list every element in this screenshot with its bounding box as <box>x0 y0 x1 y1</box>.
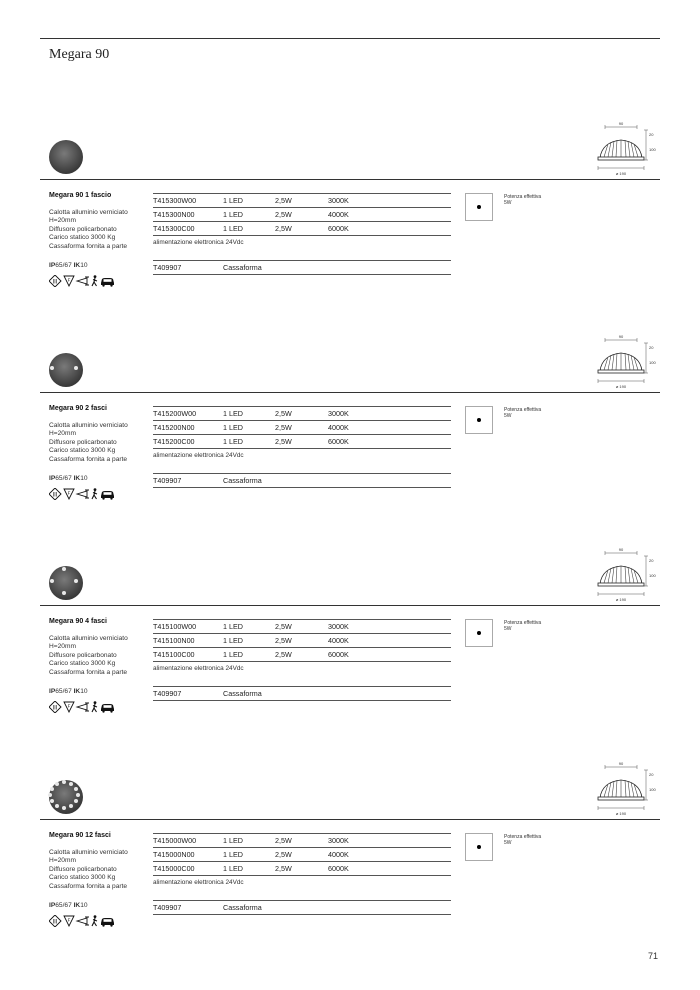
power: 2,5W <box>275 622 292 631</box>
technical-drawing-svg <box>596 546 660 602</box>
desc-line: Diffusore policarbonato <box>49 438 117 446</box>
beam-center-dot <box>477 205 481 209</box>
led-dot <box>69 804 73 808</box>
desc-line: H=20mm <box>49 430 76 438</box>
lamp-photo <box>49 566 83 600</box>
product-code: T415100N00 <box>153 636 195 645</box>
led-dot <box>62 567 66 571</box>
color-temperature: 6000K <box>328 437 349 446</box>
product-code: T415000C00 <box>153 864 195 873</box>
walkover-icon <box>92 275 97 286</box>
svg-text:F: F <box>67 277 71 283</box>
led-count: 1 LED <box>223 864 243 873</box>
led-dot <box>62 780 66 784</box>
dim-top: 20 <box>649 345 654 350</box>
product-row <box>153 420 451 434</box>
desc-line: Carico statico 3000 Kg <box>49 874 116 882</box>
protection-rating: IP65/67 IK10 <box>49 902 88 909</box>
led-dot <box>55 804 59 808</box>
svg-text:F: F <box>67 490 71 496</box>
dim-height: 100 <box>649 147 656 152</box>
dim-top: 20 <box>649 772 654 777</box>
color-temperature: 3000K <box>328 409 349 418</box>
dim-width: 90 <box>618 334 624 339</box>
beam-pattern <box>465 406 493 434</box>
power-supply-note: alimentazione elettronica 24Vdc <box>153 239 244 246</box>
power-note: Potenza effettiva 5W <box>504 620 542 632</box>
product-code: T415200N00 <box>153 423 195 432</box>
svg-text:III: III <box>52 492 58 499</box>
svg-text:F: F <box>67 917 71 923</box>
product-code: T415000W00 <box>153 836 197 845</box>
desc-line: Diffusore policarbonato <box>49 651 117 659</box>
svg-text:III: III <box>52 919 58 926</box>
drive-over-icon <box>101 491 114 500</box>
frame-code: T409907 <box>153 903 182 912</box>
product-row <box>153 193 451 207</box>
color-temperature: 6000K <box>328 650 349 659</box>
led-dot <box>55 782 59 786</box>
drive-over-icon <box>101 278 114 287</box>
power: 2,5W <box>275 437 292 446</box>
dim-diameter: ⌀ 190 <box>615 171 627 176</box>
power: 2,5W <box>275 850 292 859</box>
color-temperature: 4000K <box>328 423 349 432</box>
technical-drawing <box>596 760 660 816</box>
beam-pattern <box>465 193 493 221</box>
certification-icons <box>49 487 119 499</box>
product-row <box>153 633 451 647</box>
desc-line: Diffusore policarbonato <box>49 865 117 873</box>
color-temperature: 6000K <box>328 224 349 233</box>
frame-row <box>153 686 451 701</box>
svg-text:III: III <box>52 279 58 286</box>
beam-center-dot <box>477 845 481 849</box>
class-3-icon <box>49 275 61 287</box>
beam-pattern <box>465 833 493 861</box>
led-dot <box>50 579 54 583</box>
dim-height: 100 <box>649 787 656 792</box>
led-dot <box>74 579 78 583</box>
lamp-photo <box>49 353 83 387</box>
led-count: 1 LED <box>223 836 243 845</box>
drive-over-icon <box>101 704 114 713</box>
product-row <box>153 434 451 449</box>
frame-code: T409907 <box>153 263 182 272</box>
desc-line: Calotta alluminio verniciato <box>49 635 128 642</box>
protection-rating: IP65/67 IK10 <box>49 475 88 482</box>
top-rule <box>40 38 660 39</box>
section-rule <box>40 605 660 606</box>
product-code: T415100W00 <box>153 622 197 631</box>
product-code: T415000N00 <box>153 850 195 859</box>
beam-pattern <box>465 619 493 647</box>
color-temperature: 3000K <box>328 196 349 205</box>
technical-drawing-svg <box>596 760 660 816</box>
color-temperature: 3000K <box>328 836 349 845</box>
desc-line: H=20mm <box>49 643 76 651</box>
product-row <box>153 619 451 633</box>
product-row <box>153 647 451 662</box>
led-count: 1 LED <box>223 224 243 233</box>
desc-line: Cassaforma fornita a parte <box>49 455 128 463</box>
class-3-icon <box>49 915 61 927</box>
drive-over-icon <box>101 918 114 927</box>
product-description <box>49 635 149 677</box>
product-row <box>153 221 451 236</box>
page-number: 71 <box>648 951 659 961</box>
product-row <box>153 833 451 847</box>
desc-line: Cassaforma fornita a parte <box>49 668 128 676</box>
led-count: 1 LED <box>223 196 243 205</box>
color-temperature: 4000K <box>328 850 349 859</box>
product-row <box>153 847 451 861</box>
frame-desc: Cassaforma <box>223 689 262 698</box>
lamp-photo <box>49 780 83 814</box>
dim-top: 20 <box>649 132 654 137</box>
led-count: 1 LED <box>223 850 243 859</box>
led-dot <box>76 793 80 797</box>
flammable-surface-icon <box>64 916 74 926</box>
technical-drawing-svg <box>596 333 660 389</box>
desc-line: Cassaforma fornita a parte <box>49 242 128 250</box>
product-code: T415300C00 <box>153 224 195 233</box>
product-code: T415300W00 <box>153 196 197 205</box>
desc-line: Calotta alluminio verniciato <box>49 209 128 216</box>
flammable-surface-icon <box>64 489 74 499</box>
product-name: Megara 90 1 fascio <box>49 192 112 199</box>
power: 2,5W <box>275 423 292 432</box>
led-count: 1 LED <box>223 423 243 432</box>
walkover-icon <box>92 488 97 499</box>
product-description <box>49 422 149 464</box>
led-dot <box>50 366 54 370</box>
desc-line: Carico statico 3000 Kg <box>49 447 116 455</box>
section-rule <box>40 392 660 393</box>
product-code: T415200W00 <box>153 409 197 418</box>
frame-desc: Cassaforma <box>223 263 262 272</box>
led-count: 1 LED <box>223 437 243 446</box>
dim-top: 20 <box>649 558 654 563</box>
desc-line: Diffusore policarbonato <box>49 225 117 233</box>
product-row <box>153 406 451 420</box>
ground-recess-icon <box>77 490 89 498</box>
frame-row <box>153 900 451 915</box>
protection-rating: IP65/67 IK10 <box>49 262 88 269</box>
desc-line: Calotta alluminio verniciato <box>49 422 128 429</box>
power: 2,5W <box>275 210 292 219</box>
product-code: T415200C00 <box>153 437 195 446</box>
class-3-icon <box>49 701 61 713</box>
desc-line: Carico statico 3000 Kg <box>49 660 116 668</box>
beam-center-dot <box>477 418 481 422</box>
desc-line: Carico statico 3000 Kg <box>49 234 116 242</box>
product-name: Megara 90 2 fasci <box>49 405 107 412</box>
led-dot <box>74 787 78 791</box>
frame-row <box>153 473 451 488</box>
product-table <box>153 193 451 246</box>
power: 2,5W <box>275 224 292 233</box>
dim-width: 90 <box>618 121 624 126</box>
beam-center-dot <box>477 631 481 635</box>
frame-code: T409907 <box>153 689 182 698</box>
led-dot <box>69 782 73 786</box>
led-dot <box>62 591 66 595</box>
led-count: 1 LED <box>223 636 243 645</box>
led-count: 1 LED <box>223 650 243 659</box>
frame-desc: Cassaforma <box>223 903 262 912</box>
led-count: 1 LED <box>223 210 243 219</box>
led-dot <box>48 793 52 797</box>
frame-desc: Cassaforma <box>223 476 262 485</box>
product-description <box>49 849 149 891</box>
flammable-surface-icon <box>64 276 74 286</box>
color-temperature: 3000K <box>328 622 349 631</box>
color-temperature: 4000K <box>328 210 349 219</box>
product-table <box>153 619 451 672</box>
led-dot <box>74 366 78 370</box>
power-supply-note: alimentazione elettronica 24Vdc <box>153 452 244 459</box>
desc-line: H=20mm <box>49 217 76 225</box>
product-name: Megara 90 4 fasci <box>49 618 107 625</box>
dim-height: 100 <box>649 360 656 365</box>
desc-line: H=20mm <box>49 857 76 865</box>
product-row <box>153 861 451 876</box>
power: 2,5W <box>275 636 292 645</box>
power-note: Potenza effettiva 5W <box>504 834 542 846</box>
flammable-surface-icon <box>64 702 74 712</box>
led-dot <box>62 806 66 810</box>
product-code: T415300N00 <box>153 210 195 219</box>
section-rule <box>40 819 660 820</box>
color-temperature: 6000K <box>328 864 349 873</box>
technical-drawing-svg <box>596 120 660 176</box>
certification-icons <box>49 274 119 286</box>
dim-height: 100 <box>649 573 656 578</box>
dim-diameter: ⌀ 190 <box>615 597 627 602</box>
power: 2,5W <box>275 650 292 659</box>
ground-recess-icon <box>77 277 89 285</box>
certification-icons <box>49 700 119 712</box>
power: 2,5W <box>275 836 292 845</box>
led-dot <box>50 787 54 791</box>
product-row <box>153 207 451 221</box>
power-supply-note: alimentazione elettronica 24Vdc <box>153 879 244 886</box>
lamp-photo <box>49 140 83 174</box>
desc-line: Cassaforma fornita a parte <box>49 882 128 890</box>
section-rule <box>40 179 660 180</box>
led-dot <box>50 799 54 803</box>
led-count: 1 LED <box>223 409 243 418</box>
page-title: Megara 90 <box>49 47 110 62</box>
power: 2,5W <box>275 864 292 873</box>
product-table <box>153 406 451 459</box>
class-3-icon <box>49 488 61 500</box>
product-code: T415100C00 <box>153 650 195 659</box>
led-dot <box>74 799 78 803</box>
power: 2,5W <box>275 409 292 418</box>
power: 2,5W <box>275 196 292 205</box>
power-note: Potenza effettiva 5W <box>504 194 542 206</box>
product-description <box>49 209 149 251</box>
power-supply-note: alimentazione elettronica 24Vdc <box>153 665 244 672</box>
svg-text:F: F <box>67 703 71 709</box>
led-count: 1 LED <box>223 622 243 631</box>
protection-rating: IP65/67 IK10 <box>49 688 88 695</box>
power-note: Potenza effettiva 5W <box>504 407 542 419</box>
walkover-icon <box>92 701 97 712</box>
dim-width: 90 <box>618 547 624 552</box>
technical-drawing <box>596 546 660 602</box>
desc-line: Calotta alluminio verniciato <box>49 849 128 856</box>
dim-width: 90 <box>618 761 624 766</box>
dim-diameter: ⌀ 190 <box>615 384 627 389</box>
product-table <box>153 833 451 886</box>
technical-drawing <box>596 120 660 176</box>
color-temperature: 4000K <box>328 636 349 645</box>
walkover-icon <box>92 915 97 926</box>
ground-recess-icon <box>77 917 89 925</box>
frame-row <box>153 260 451 275</box>
technical-drawing <box>596 333 660 389</box>
ground-recess-icon <box>77 703 89 711</box>
dim-diameter: ⌀ 190 <box>615 811 627 816</box>
certification-icons <box>49 914 119 926</box>
svg-text:III: III <box>52 705 58 712</box>
product-name: Megara 90 12 fasci <box>49 832 111 839</box>
frame-code: T409907 <box>153 476 182 485</box>
